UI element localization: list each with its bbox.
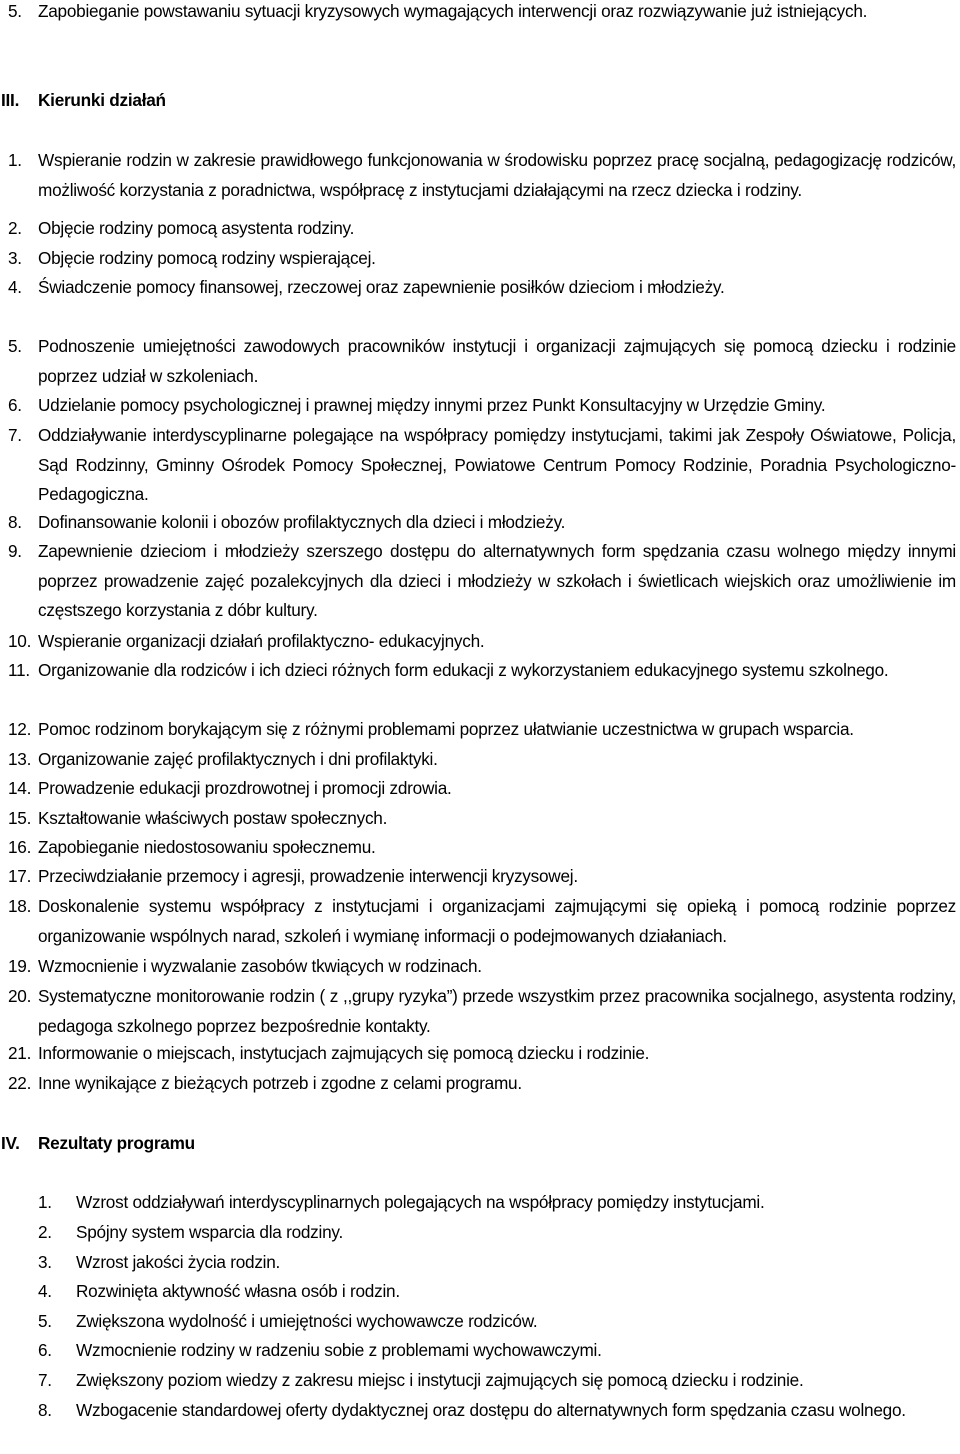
- section-heading-3: [1, 86, 901, 116]
- list-item-text: Objęcie rodziny pomocą asystenta rodziny.: [38, 218, 355, 238]
- section-title: Kierunki działań: [38, 90, 166, 110]
- list-item-number: 16.: [8, 837, 32, 857]
- list-item-number: 8.: [38, 1400, 52, 1420]
- list-item-text: Zwiększony poziom wiedzy z zakresu miejsc i instytucji zajmujących się pomocą dziecku i rodzinie.: [76, 1370, 804, 1390]
- list-item: [8, 1069, 956, 1099]
- list-item-number: 9.: [8, 541, 22, 561]
- list-item-number: 21.: [8, 1043, 32, 1063]
- list-item-text: Wspieranie organizacji działań profilaktyczno- edukacyjnych.: [38, 631, 485, 651]
- list-item: [8, 0, 956, 27]
- list-item-text: Podnoszenie umiejętności zawodowych pracowników instytucji i organizacji zajmujących się pomocą dziecku i rodzinie poprzez udział w szkoleniach.: [38, 336, 956, 386]
- section-number: IV.: [1, 1133, 20, 1153]
- list-item-text: Organizowanie zajęć profilaktycznych i dni profilaktyki.: [38, 749, 438, 769]
- list-item-number: 17.: [8, 866, 32, 886]
- list-item-text: Informowanie o miejscach, instytucjach zajmujących się pomocą dziecku i rodzinie.: [38, 1043, 650, 1063]
- list-item: [8, 715, 956, 745]
- list-item-text: Oddziaływanie interdyscyplinarne polegające na współpracy pomiędzy instytucjami, takimi jak Zespoły Oświatowe, Policja, Sąd Rodzinny, Gminny Ośrodek Pomocy Społecznej, Powiatowe Centrum Pomocy Rodzinie, Poradnia Psychologiczno- Pedagogiczna.: [38, 425, 956, 505]
- list-item: [8, 952, 956, 982]
- list-item-number: 19.: [8, 956, 32, 976]
- list-item: [38, 1307, 956, 1337]
- list-item-text: Zwiększona wydolność i umiejętności wychowawcze rodziców.: [76, 1311, 538, 1331]
- list-item: [38, 1188, 956, 1218]
- list-item-text: Systematyczne monitorowanie rodzin ( z ,,grupy ryzyka”) przede wszystkim przez pracownika socjalnego, asystenta rodziny, pedagoga szkolnego poprzez bezpośrednie kontakty.: [38, 986, 956, 1036]
- list-item-text: Świadczenie pomocy finansowej, rzeczowej oraz zapewnienie posiłków dzieciom i młodzieży.: [38, 277, 725, 297]
- list-item-text: Wzrost jakości życia rodzin.: [76, 1252, 281, 1272]
- list-item-number: 18.: [8, 896, 32, 916]
- list-item: [8, 833, 956, 863]
- list-item-number: 10.: [8, 631, 32, 651]
- list-item-text: Doskonalenie systemu współpracy z instytucjami i organizacjami zajmującymi się opieką i pomocą rodzinie poprzez organizowanie wspólnych narad, szkoleń i wymianę informacji o podejmowanych działaniach.: [38, 896, 956, 946]
- list-item-text: Wzmocnienie rodziny w radzeniu sobie z problemami wychowawczymi.: [76, 1340, 602, 1360]
- list-item-text: Wzrost oddziaływań interdyscyplinarnych polegających na współpracy pomiędzy instytucjami.: [76, 1192, 765, 1212]
- list-item-number: 5.: [38, 1311, 52, 1331]
- list-item: [8, 1039, 956, 1069]
- list-item-number: 3.: [8, 248, 22, 268]
- list-item-number: 11.: [8, 660, 30, 680]
- list-item: [8, 892, 956, 951]
- list-item-number: 20.: [8, 986, 32, 1006]
- list-item-text: Udzielanie pomocy psychologicznej i prawnej między innymi przez Punkt Konsultacyjny w Urzędzie Gminy.: [38, 395, 826, 415]
- list-item-number: 14.: [8, 778, 32, 798]
- list-item-number: 15.: [8, 808, 32, 828]
- list-item-text: Zapobieganie niedostosowaniu społecznemu.: [38, 837, 376, 857]
- list-item-number: 7.: [38, 1370, 52, 1390]
- list-item-text: Wzmocnienie i wyzwalanie zasobów tkwiących w rodzinach.: [38, 956, 482, 976]
- list-item-text: Wzbogacenie standardowej oferty dydaktycznej oraz dostępu do alternatywnych form spędzania czasu wolnego.: [76, 1400, 906, 1420]
- list-item-number: 6.: [8, 395, 22, 415]
- list-item-number: 2.: [8, 218, 22, 238]
- list-item-number: 3.: [38, 1252, 52, 1272]
- list-item: [8, 508, 956, 538]
- list-item-number: 12.: [8, 719, 32, 739]
- list-item: [8, 627, 956, 657]
- list-item-number: 7.: [8, 425, 22, 445]
- list-item-number: 1.: [38, 1192, 52, 1212]
- list-item: [38, 1366, 956, 1396]
- list-item-number: 5.: [8, 336, 22, 356]
- list-item: [8, 146, 956, 205]
- list-item-text: Spójny system wsparcia dla rodziny.: [76, 1222, 343, 1242]
- list-item: [8, 982, 956, 1041]
- list-item-text: Objęcie rodziny pomocą rodziny wspierającej.: [38, 248, 376, 268]
- list-item: [8, 244, 956, 274]
- list-item-text: Inne wynikające z bieżących potrzeb i zgodne z celami programu.: [38, 1073, 522, 1093]
- list-item-number: 13.: [8, 749, 32, 769]
- list-item: [8, 332, 956, 391]
- list-item-text: Zapewnienie dzieciom i młodzieży szerszego dostępu do alternatywnych form spędzania czasu wolnego między innymi poprzez prowadzenie zajęć pozalekcyjnych dla dzieci i młodzieży w szkołach i świetlicach wiejskich oraz umożliwienie im częstszego korzystania z dóbr kultury.: [38, 541, 956, 621]
- list-item: [38, 1248, 956, 1278]
- list-item-number: 22.: [8, 1073, 32, 1093]
- list-item: [8, 862, 956, 892]
- list-item-number: 2.: [38, 1222, 52, 1242]
- list-item-text: Pomoc rodzinom borykającym się z różnymi problemami poprzez ułatwianie uczestnictwa w grupach wsparcia.: [38, 719, 854, 739]
- list-item: [8, 804, 956, 834]
- section-title: Rezultaty programu: [38, 1133, 195, 1153]
- list-item-text: Kształtowanie właściwych postaw społecznych.: [38, 808, 388, 828]
- list-item-text: Przeciwdziałanie przemocy i agresji, prowadzenie interwencji kryzysowej.: [38, 866, 578, 886]
- list-item-text: Zapobieganie powstawaniu sytuacji kryzysowych wymagających interwencji oraz rozwiązywanie już istniejących.: [38, 1, 868, 21]
- list-item-number: 5.: [8, 1, 22, 21]
- list-item: [8, 745, 956, 775]
- list-item: [8, 391, 956, 421]
- list-item-number: 8.: [8, 512, 22, 532]
- list-item: [8, 273, 956, 303]
- list-item-text: Rozwinięta aktywność własna osób i rodzin.: [76, 1281, 400, 1301]
- section-number: III.: [1, 90, 20, 110]
- list-item: [8, 774, 956, 804]
- list-item-number: 6.: [38, 1340, 52, 1360]
- list-item: [38, 1336, 956, 1366]
- list-item-text: Dofinansowanie kolonii i obozów profilaktycznych dla dzieci i młodzieży.: [38, 512, 566, 532]
- list-item-text: Prowadzenie edukacji prozdrowotnej i promocji zdrowia.: [38, 778, 452, 798]
- list-item-number: 4.: [8, 277, 22, 297]
- list-item-text: Organizowanie dla rodziców i ich dzieci różnych form edukacji z wykorzystaniem edukacyjnego systemu szkolnego.: [38, 660, 889, 680]
- list-item-number: 1.: [8, 150, 22, 170]
- list-item-number: 4.: [38, 1281, 52, 1301]
- list-item: [38, 1218, 956, 1248]
- list-item: [38, 1396, 956, 1426]
- list-item: [8, 656, 956, 686]
- list-item: [8, 537, 956, 626]
- list-item: [8, 214, 956, 244]
- section-heading-4: [1, 1129, 901, 1159]
- list-item: [38, 1277, 956, 1307]
- list-item: [8, 421, 956, 510]
- list-item-text: Wspieranie rodzin w zakresie prawidłowego funkcjonowania w środowisku poprzez pracę socjalną, pedagogizację rodziców, możliwość korzystania z poradnictwa, współpracę z instytucjami działającymi na rzecz dziecka i rodziny.: [38, 150, 956, 200]
